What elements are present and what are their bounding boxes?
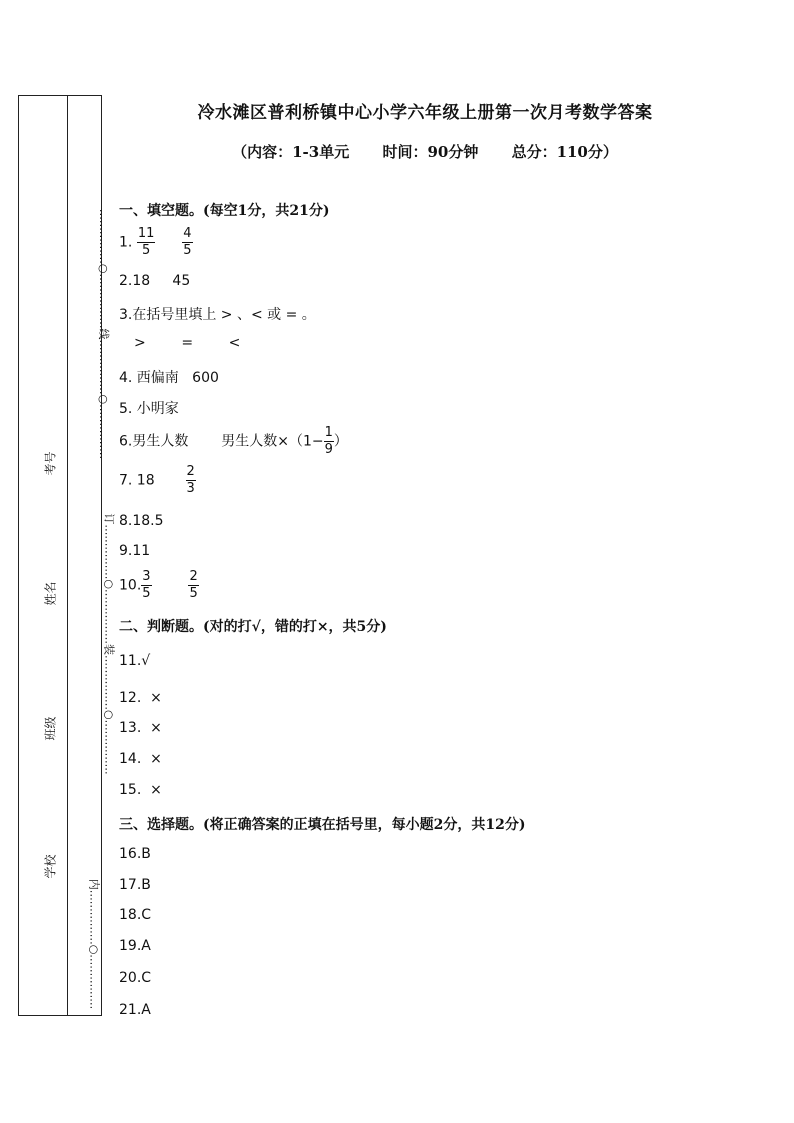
fraction: $\frac{11}{5}$ xyxy=(137,226,155,258)
answer-21: 21.A xyxy=(119,1002,151,1018)
cut-line-segment: 内……………○…………… xyxy=(87,878,101,1010)
content-range: （内容：1-3单元 xyxy=(232,143,350,161)
answer-16: 16.B xyxy=(119,846,151,862)
section-multiple-choice: 三、选择题。(将正确答案的正填在括号里，每小题2分，共12分) xyxy=(119,817,526,833)
answer-19: 19.A xyxy=(119,938,151,954)
page-title: 冷水滩区普利桥镇中心小学六年级上册第一次月考数学答案 xyxy=(197,103,653,123)
answer-11: 11.√ xyxy=(119,653,151,669)
fraction: $\frac{2}{3}$ xyxy=(186,464,195,496)
answer-7: 7. 18 $\frac{2}{3}$ xyxy=(119,464,195,496)
answer-5: 5. 小明家 xyxy=(119,401,179,417)
fraction: $\frac{2}{5}$ xyxy=(189,569,198,601)
fraction: $\frac{4}{5}$ xyxy=(183,226,192,258)
answer-3-symbols: > = < xyxy=(134,335,241,351)
answer-2: 2.18 45 xyxy=(119,273,191,289)
exam-time: 时间：90分钟 xyxy=(382,143,479,161)
answer-6: 6.男生人数 男生人数×（1− $\frac{1}{9}$ ） xyxy=(119,425,348,457)
answer-3: 3.在括号里填上 > 、< 或 = 。 xyxy=(119,307,316,323)
answer-4: 4. 西偏南 600 xyxy=(119,370,219,386)
label-school: 学校 xyxy=(43,854,58,879)
answer-14: 14. × xyxy=(119,751,162,767)
section-fill-blank: 一、填空题。(每空1分，共21分) xyxy=(119,203,330,219)
answer-8: 8.18.5 xyxy=(119,513,164,529)
cut-line-segment: 订……………○……………装……………○…………… xyxy=(102,513,116,775)
answer-18: 18.C xyxy=(119,907,152,923)
section-true-false: 二、判断题。(对的打√，错的打×，共5分) xyxy=(119,619,387,635)
fraction: $\frac{1}{9}$ xyxy=(324,425,333,457)
label-exam-number: 考号 xyxy=(43,451,58,476)
answer-10: 10. $\frac{3}{5}$ $\frac{2}{5}$ xyxy=(119,569,198,601)
cut-line xyxy=(84,96,116,1014)
cut-line-segment: ……………○……………线……………○…………… xyxy=(97,208,111,460)
answer-9: 9.11 xyxy=(119,543,151,559)
answer-13: 13. × xyxy=(119,720,162,736)
label-name: 姓名 xyxy=(43,581,58,606)
answer-1: 1. $\frac{11}{5}$ $\frac{4}{5}$ xyxy=(119,226,192,258)
answer-17: 17.B xyxy=(119,877,151,893)
fraction: $\frac{3}{5}$ xyxy=(142,569,151,601)
answer-12: 12. × xyxy=(119,690,162,706)
answer-20: 20.C xyxy=(119,970,152,986)
total-score: 总分：110分） xyxy=(511,143,618,161)
subtitle xyxy=(120,141,730,162)
answer-15: 15. × xyxy=(119,782,162,798)
label-class: 班级 xyxy=(43,716,58,741)
